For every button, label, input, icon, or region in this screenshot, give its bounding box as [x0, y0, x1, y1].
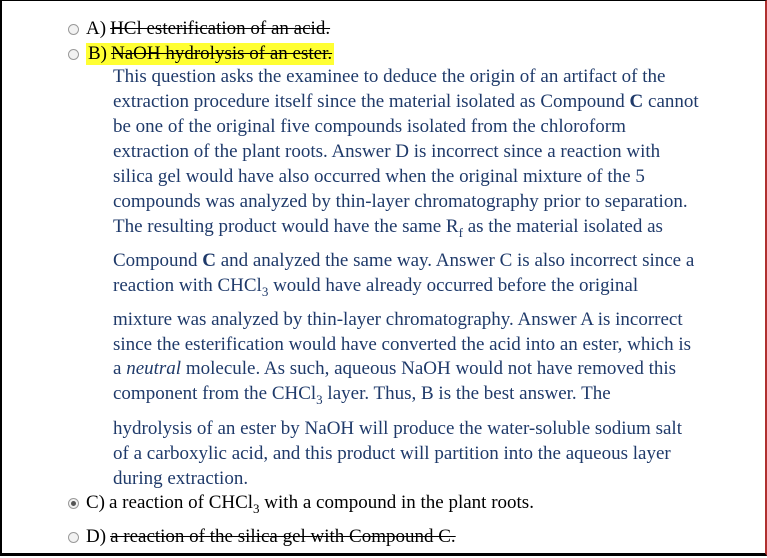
explanation-line: of a carboxylic acid, and this product will partition into the aqueous layer — [113, 443, 671, 464]
option-d-radio[interactable] — [68, 532, 79, 543]
explanation-line: mixture was analyzed by thin-layer chromatography. Answer A is incorrect — [113, 309, 683, 330]
option-a[interactable] — [68, 18, 330, 40]
option-b-radio[interactable] — [68, 49, 79, 60]
option-c-letter: C) — [86, 492, 105, 513]
explanation-line: The resulting product would have the same $R_f$ as the material isolated as — [113, 216, 663, 240]
option-c-text: a reaction of CHCl$_3$ with a compound in the plant roots. — [109, 492, 534, 516]
explanation-line: component from the CHCl$_3$ layer. Thus, B is the best answer. The — [113, 383, 611, 407]
option-a-letter: A) — [86, 18, 107, 39]
explanation-line: extraction procedure itself since the material isolated as Compound C cannot — [113, 91, 699, 112]
option-c[interactable] — [68, 492, 534, 514]
option-d[interactable] — [68, 526, 456, 548]
explanation-line: compounds was analyzed by thin-layer chromatography prior to separation. — [113, 191, 688, 212]
option-c-radio-selected[interactable] — [68, 498, 79, 509]
explanation-line: This question asks the examinee to deduce the origin of an artifact of the — [113, 66, 666, 87]
explanation-line: reaction with CHCl$_3$ would have already occurred before the original — [113, 275, 639, 299]
option-d-letter: D) — [86, 526, 107, 547]
explanation-line: during extraction. — [113, 468, 249, 489]
option-b-highlight — [86, 43, 334, 65]
option-a-text: HCl esterification of an acid. — [110, 18, 331, 39]
explanation-line: silica gel would have also occurred when the original mixture of the 5 — [113, 166, 645, 187]
explanation-line: a neutral molecule. As such, aqueous NaOH would not have removed this — [113, 358, 677, 379]
explanation-line: extraction of the plant roots. Answer D is incorrect since a reaction with — [113, 141, 661, 162]
explanation-line: Compound C and analyzed the same way. Answer C is also incorrect since a — [113, 250, 695, 271]
option-b-text: NaOH hydrolysis of an ester. — [111, 43, 333, 64]
option-b[interactable] — [68, 43, 334, 65]
explanation-line: since the esterification would have converted the acid into an ester, which is — [113, 334, 692, 355]
option-b-letter: B) — [88, 43, 107, 64]
option-a-radio[interactable] — [68, 24, 79, 35]
option-d-text: a reaction of the silica gel with Compound C. — [110, 526, 456, 547]
explanation-line: hydrolysis of an ester by NaOH will produce the water-soluble sodium salt — [113, 418, 682, 439]
explanation-line: be one of the original five compounds isolated from the chloroform — [113, 116, 626, 137]
